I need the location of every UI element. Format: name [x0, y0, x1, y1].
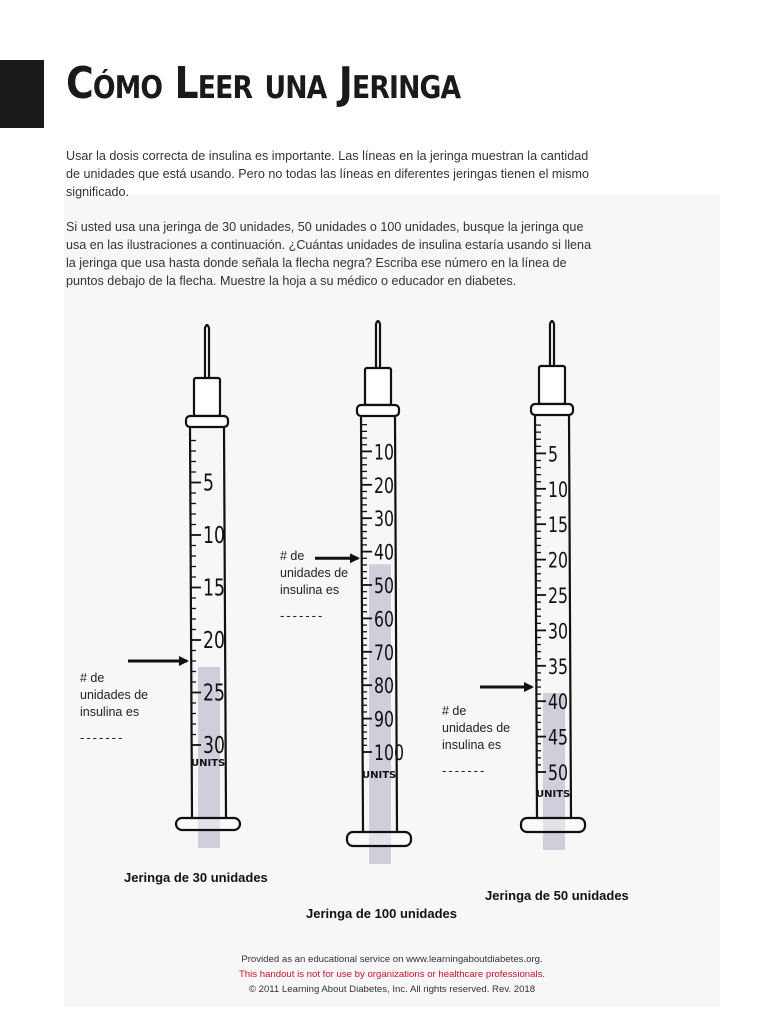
- answer-prompt-100: [280, 548, 348, 624]
- tick-label: 5: [548, 443, 559, 468]
- prompt-line: insulina es: [442, 738, 502, 752]
- needle: [376, 321, 380, 368]
- tick-label: 70: [374, 641, 395, 666]
- tick-label: 30: [548, 620, 569, 645]
- answer-blank-50[interactable]: -------: [442, 763, 487, 778]
- tick-label: 100: [374, 741, 405, 766]
- tick-label: 10: [203, 521, 225, 549]
- tick-label: 50: [374, 574, 395, 599]
- tick-label: 25: [203, 679, 225, 707]
- prompt-line: # de: [280, 549, 305, 563]
- footer-line-1: Provided as an educational service on www.learningaboutdiabetes.org.: [241, 954, 543, 965]
- prompt-line: # de: [442, 704, 467, 718]
- tick-label: 10: [374, 441, 395, 466]
- tick-label: 40: [374, 541, 395, 566]
- syringe-flange: [176, 818, 240, 830]
- tick-label: 20: [374, 474, 395, 499]
- tick-label: 30: [203, 731, 225, 759]
- tick-label: 25: [548, 584, 569, 609]
- syringe-flange: [521, 818, 585, 832]
- caption-100-units: Jeringa de 100 unidades: [306, 906, 458, 921]
- syringe-collar: [531, 404, 573, 415]
- prompt-line: unidades de: [280, 566, 349, 580]
- tick-label: 30: [374, 508, 395, 532]
- answer-blank-100[interactable]: -------: [280, 608, 325, 623]
- answer-blank-30[interactable]: -------: [80, 730, 125, 745]
- answer-prompt-30: [80, 670, 148, 746]
- syringe-cap: [365, 368, 391, 405]
- units-label: UNITS: [191, 758, 226, 769]
- syringe-cap: [539, 366, 565, 404]
- needle: [205, 325, 209, 378]
- syringe-collar: [357, 405, 399, 416]
- caption-30-units: Jeringa de 30 unidades: [124, 870, 268, 885]
- caption-50-units: Jeringa de 50 unidades: [485, 888, 629, 903]
- tick-label: 15: [203, 574, 225, 602]
- tick-label: 40: [548, 691, 569, 715]
- units-label: UNITS: [536, 789, 571, 800]
- prompt-line: insulina es: [280, 583, 340, 597]
- syringe-cap: [194, 378, 220, 416]
- intro-paragraph-1: Usar la dosis correcta de insulina es importante. Las líneas en la jeringa muestran la cantidad de unidades que está usando. Pero no todas las líneas en diferentes jeringas tienen el mismo significado.: [66, 149, 589, 199]
- footer: [64, 952, 720, 997]
- units-label: UNITS: [362, 770, 397, 781]
- tick-label: 5: [203, 469, 214, 497]
- intro-paragraph-2: Si usted usa una jeringa de 30 unidades, 50 unidades o 100 unidades, busque la jeringa que usa en las ilustraciones a continuación. ¿Cuántas unidades de insulina estaría usando si llena la jeringa que usa hasta donde señala la flecha negra? Escriba ese número en la línea de puntos debajo de la flecha. Muestre la hoja a su médico o educador en diabetes.: [66, 220, 592, 288]
- syringe-flange: [347, 832, 411, 846]
- prompt-line: unidades de: [80, 688, 149, 702]
- tick-label: 15: [548, 514, 569, 538]
- prompt-line: # de: [80, 671, 105, 685]
- tick-label: 60: [374, 608, 395, 633]
- prompt-line: insulina es: [80, 705, 140, 719]
- tick-label: 20: [203, 626, 225, 654]
- tick-label: 50: [548, 761, 569, 786]
- footer-copyright: © 2011 Learning About Diabetes, Inc. All rights reserved. Rev. 2018: [248, 984, 536, 995]
- tick-label: 20: [548, 549, 569, 574]
- tick-label: 90: [374, 708, 395, 733]
- tick-label: 80: [374, 675, 395, 699]
- tick-label: 45: [548, 726, 569, 751]
- needle: [550, 321, 554, 366]
- prompt-line: unidades de: [442, 721, 511, 735]
- answer-prompt-50: [442, 703, 510, 779]
- page-title: Cómo Leer una Jeringa: [66, 58, 461, 109]
- tick-label: 10: [548, 478, 569, 503]
- syringe-30-units: [128, 325, 240, 848]
- tick-label: 35: [548, 655, 569, 680]
- syringe-collar: [186, 416, 228, 427]
- footer-disclaimer: This handout is not for use by organizations or healthcare professionals.: [238, 969, 546, 980]
